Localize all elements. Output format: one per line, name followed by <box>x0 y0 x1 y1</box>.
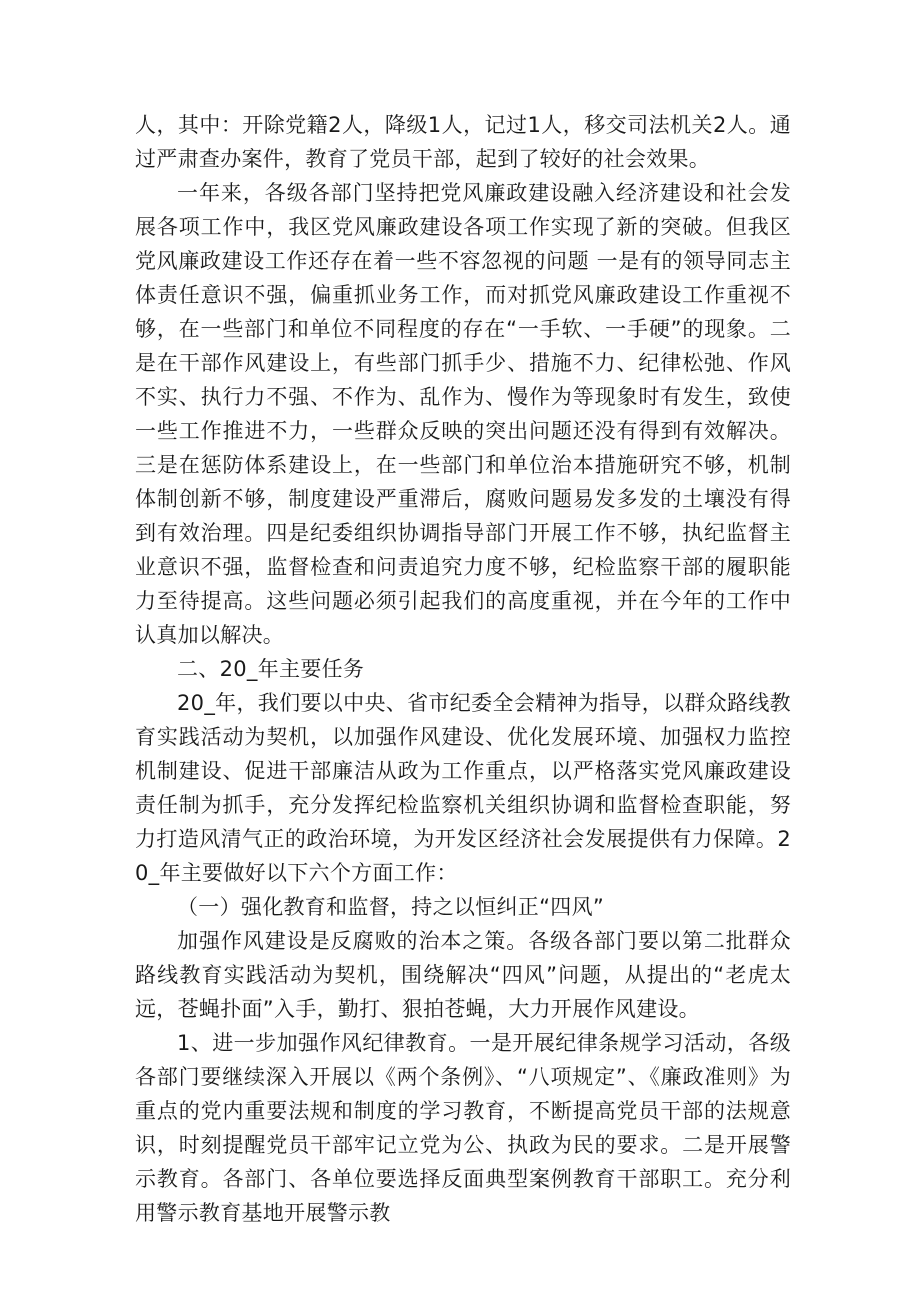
paragraph-overview: 20_年，我们要以中央、省市纪委全会精神为指导，以群众路线教育实践活动为契机，以加强作风建设、优化发展环境、加强权力监控机制建设、促进干部廉洁从政为工作重点，以严格落实党风廉政建设责任制为抓手，充分发挥纪检监察机关组织协调和监督检查职能，努力打造风清气正的政治环境，为开发区经济社会发展提供有力保障。20_年主要做好以下六个方面工作： <box>135 691 791 885</box>
paragraph-problems: 一年来，各级各部门坚持把党风廉政建设融入经济建设和社会发展各项工作中，我区党风廉政建设各项工作实现了新的突破。但我区党风廉政建设工作还存在着一些不容忽视的问题 一是有的领导同志主体责任意识不强，偏重抓业务工作，而对抓党风廉政建设工作重视不够，在一些部门和单位不同程度的存在“一手软、一手硬”的现象。二是在干部作风建设上，有些部门抓手少、措施不力、纪律松弛、作风不实、执行力不强、不作为、乱作为、慢作为等现象时有发生，致使一些工作推进不力，一些群众反映的突出问题还没有得到有效解决。三是在惩防体系建设上，在一些部门和单位治本措施研究不够，机制体制创新不够，制度建设严重滞后，腐败问题易发多发的土壤没有得到有效治理。四是纪委组织协调指导部门开展工作不够，执纪监督主业意识不强，监督检查和问责追究力度不够，纪检监察干部的履职能力至待提高。这些问题必须引起我们的高度重视，并在今年的工作中认真加以解决。 <box>135 181 791 647</box>
document-body <box>135 108 791 1230</box>
paragraph-discipline-education: 1、进一步加强作风纪律教育。一是开展纪律条规学习活动，各级各部门要继续深入开展以《两个条例》、“八项规定”、《廉政准则》为重点的党内重要法规和制度的学习教育，不断提高党员干部的法规意识，时刻提醒党员干部牢记立党为公、执政为民的要求。二是开展警示教育。各部门、各单位要选择反面典型案例教育干部职工。充分利用警示教育基地开展警示教 <box>135 1031 791 1225</box>
paragraph-style-building: 加强作风建设是反腐败的治本之策。各级各部门要以第二批群众路线教育实践活动为契机，围绕解决“四风”问题，从提出的“老虎太远，苍蝇扑面”入手，勤打、狠拍苍蝇，大力开展作风建设。 <box>135 929 791 1021</box>
section-heading-main-tasks: 二、20_年主要任务 <box>177 657 365 681</box>
paragraph-continuation: 人，其中：开除党籍2人，降级1人，记过1人，移交司法机关2人。通过严肃查办案件，教育了党员干部，起到了较好的社会效果。 <box>135 113 791 171</box>
subsection-heading-education: （一）强化教育和监督，持之以恒纠正“四风” <box>177 895 605 919</box>
